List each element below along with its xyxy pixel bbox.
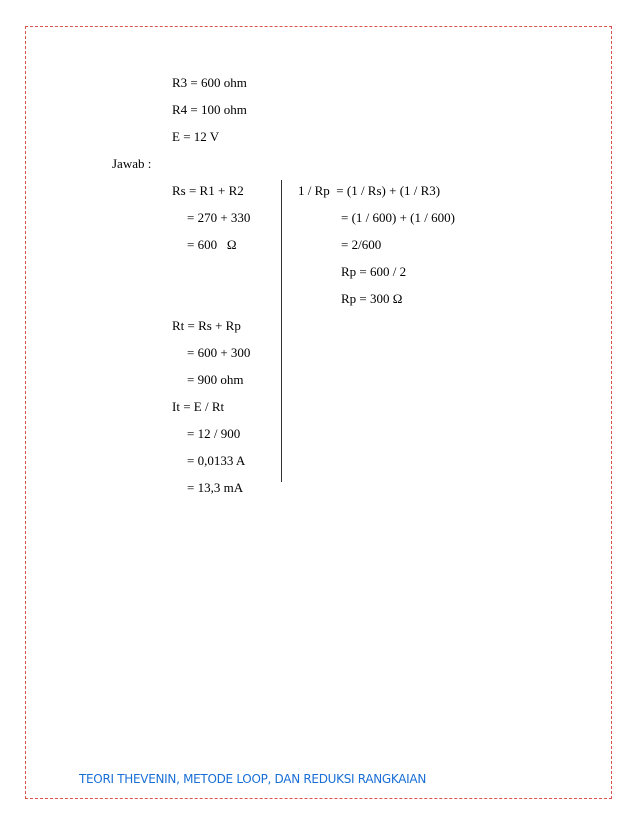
parallel-invert: Rp = 600 / 2 <box>341 264 407 279</box>
series-result: = 600 Ω <box>187 237 237 252</box>
total-current-formula: It = E / Rt <box>172 399 225 414</box>
parallel-substitution: = (1 / 600) + (1 / 600) <box>341 210 455 225</box>
total-current-result-ampere: = 0,0133 A <box>187 453 246 468</box>
parallel-result: Rp = 300 Ω <box>341 291 403 306</box>
total-resistance-result: = 900 ohm <box>187 372 244 387</box>
page-footer: TEORI THEVENIN, METODE LOOP, DAN REDUKSI RANGKAIAN <box>79 772 426 786</box>
total-resistance-substitution: = 600 + 300 <box>187 345 251 360</box>
total-resistance-formula: Rt = Rs + Rp <box>172 318 241 333</box>
given-r4: R4 = 100 ohm <box>172 102 247 117</box>
series-substitution: = 270 + 330 <box>187 210 251 225</box>
series-formula: Rs = R1 + R2 <box>172 183 244 198</box>
answer-label: Jawab : <box>112 156 152 171</box>
page-border <box>25 26 612 799</box>
total-current-substitution: = 12 / 900 <box>187 426 241 441</box>
total-current-result-milliampere: = 13,3 mA <box>187 480 244 495</box>
given-e: E = 12 V <box>172 129 220 144</box>
parallel-sum: = 2/600 <box>341 237 382 252</box>
column-divider <box>281 180 282 482</box>
parallel-formula: 1 / Rp = (1 / Rs) + (1 / R3) <box>298 183 441 198</box>
given-r3: R3 = 600 ohm <box>172 75 247 90</box>
